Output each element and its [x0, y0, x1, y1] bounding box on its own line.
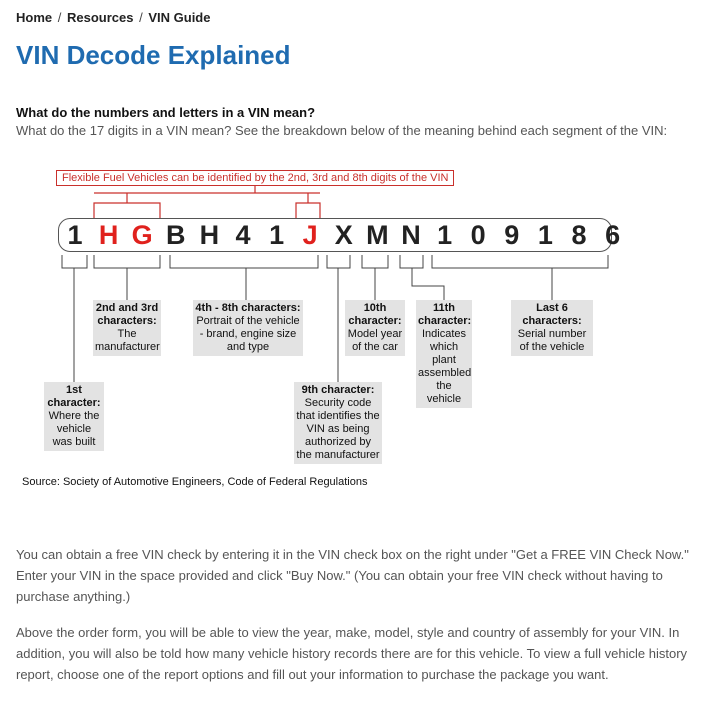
section-intro: What do the 17 digits in a VIN mean? See the breakdown below of the meaning behind each segment of the VIN: [16, 123, 668, 138]
label-description: Security code that identifies the VIN as being authorized by the manufacturer [296, 397, 380, 461]
vin-character-11: N [401, 220, 421, 250]
vin-character-8: J [302, 220, 318, 250]
vin-character-5: H [199, 220, 220, 250]
breadcrumb-resources-link[interactable]: Resources [67, 10, 134, 25]
label-title: 2nd and 3rd characters: [95, 302, 159, 327]
label-tenth-character [345, 300, 405, 356]
label-last-six-characters [511, 300, 593, 356]
label-description: The manufacturer [95, 328, 160, 353]
vin-character-16: 8 [571, 220, 587, 250]
label-fourth-eighth-characters [193, 300, 303, 356]
flex-fuel-note: Flexible Fuel Vehicles can be identified by the 2nd, 3rd and 8th digits of the VIN [56, 170, 454, 186]
breadcrumb-current: VIN Guide [148, 10, 211, 25]
vin-character-9: X [334, 220, 353, 250]
vin-character-3: G [131, 220, 153, 250]
flex-fuel-brackets [94, 186, 320, 218]
label-description: Indicates which plant assembled the vehicle [418, 328, 472, 405]
label-title: 9th character: [301, 384, 375, 396]
paragraph-order-form-info: Above the order form, you will be able to view the year, make, model, style and country of assembly for your VIN. In addition, you will also be told how many vehicle history records there are for this vehicle. To view a full vehicle history report, choose one of the report options and fill out your information to purchase the package you want. [16, 625, 688, 682]
vin-character-4: B [166, 220, 186, 250]
label-title: 11th character: [418, 302, 472, 327]
label-description: Model year of the car [347, 328, 403, 353]
vin-character-2: H [98, 220, 119, 250]
vin-character-14: 9 [504, 220, 520, 250]
label-title: 4th - 8th characters: [195, 302, 301, 314]
vin-character-12: 1 [437, 220, 453, 250]
label-ninth-character [294, 382, 382, 464]
vin-character-6: 4 [235, 220, 251, 250]
breadcrumb-separator: / [57, 10, 62, 25]
vin-character-15: 1 [537, 220, 553, 250]
breadcrumb-separator: / [139, 10, 143, 25]
label-first-character [44, 382, 104, 451]
label-description: Where the vehicle was built [48, 410, 100, 448]
label-title: Last 6 characters: [522, 302, 582, 327]
page-title: VIN Decode Explained [16, 40, 291, 70]
vin-character-10: M [366, 220, 389, 250]
label-title: 1st character: [47, 384, 101, 409]
diagram-source: Source: Society of Automotive Engineers, Code of Federal Regulations [22, 476, 368, 488]
label-description: Portrait of the vehicle - brand, engine size and type [196, 315, 300, 353]
section-question: What do the numbers and letters in a VIN mean? [16, 105, 316, 120]
paragraph-free-vin-check: You can obtain a free VIN check by entering it in the VIN check box on the right under "Get a FREE VIN Check Now." Enter your VIN in the space provided and click "Buy Now." (You can obtain your free VIN check without having to purchase anything.) [16, 547, 689, 604]
vin-character-17: 6 [605, 220, 621, 250]
breadcrumb [16, 10, 210, 25]
vin-character-1: 1 [67, 220, 83, 250]
vin-character-13: 0 [470, 220, 486, 250]
label-title: 10th character: [348, 302, 402, 327]
label-description: Serial number of the vehicle [517, 328, 587, 353]
label-second-third-characters [93, 300, 161, 356]
breadcrumb-home-link[interactable]: Home [16, 10, 53, 25]
vin-character-7: 1 [269, 220, 285, 250]
label-eleventh-character [416, 300, 472, 408]
